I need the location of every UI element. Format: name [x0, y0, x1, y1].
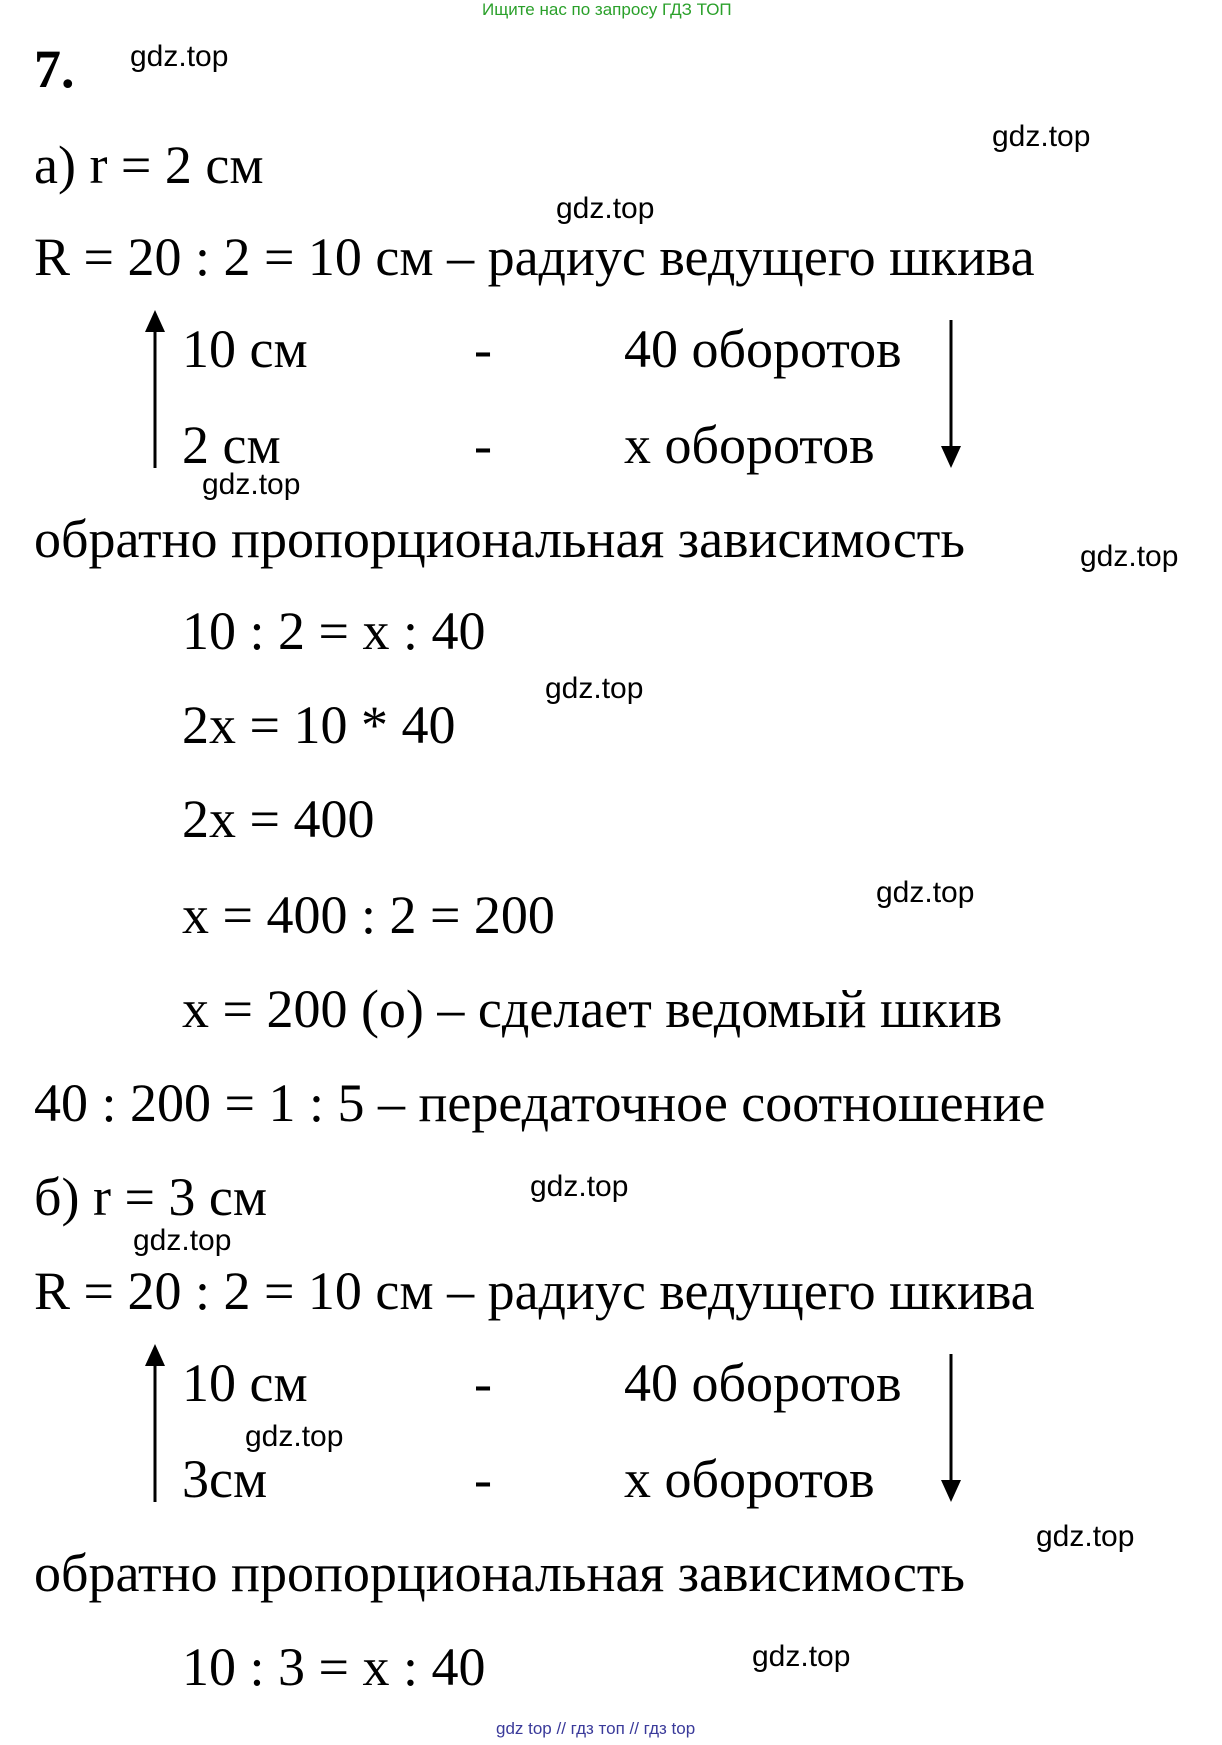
part-a-row1-left: 10 см	[182, 319, 308, 379]
task-number: 7.	[34, 39, 75, 99]
watermark: gdz.top	[245, 1420, 344, 1453]
part-a-eq2: 2х = 10 * 40	[182, 695, 456, 755]
part-a-eq5: х = 200 (о) – сделает ведомый шкив	[182, 979, 1003, 1039]
watermark: gdz.top	[530, 1170, 629, 1203]
footer-links[interactable]: gdz top // гдз топ // гдз top	[496, 1719, 696, 1738]
down-arrow-icon	[936, 318, 966, 468]
part-a-row1-right: 40 оборотов	[624, 319, 902, 379]
watermark: gdz.top	[992, 120, 1091, 153]
part-a-dependency: обратно пропорциональная зависимость	[34, 509, 966, 569]
watermark: gdz.top	[545, 672, 644, 705]
part-a-big-radius: R = 20 : 2 = 10 см – радиус ведущего шкива	[34, 227, 1035, 287]
watermark: gdz.top	[130, 40, 229, 73]
part-a-label: а) r = 2 см	[34, 135, 264, 195]
watermark: gdz.top	[133, 1224, 232, 1257]
part-b-row1-right: 40 оборотов	[624, 1353, 902, 1413]
part-a-eq4: х = 400 : 2 = 200	[182, 885, 555, 945]
watermark: gdz.top	[556, 192, 655, 225]
part-b-dependency: обратно пропорциональная зависимость	[34, 1543, 966, 1603]
part-a-row2-left: 2 см	[182, 415, 281, 475]
part-a-row1-dash: -	[474, 319, 492, 379]
part-b-label: б) r = 3 см	[34, 1167, 268, 1227]
part-b-row1-dash: -	[474, 1353, 492, 1413]
top-banner[interactable]: Ищите нас по запросу ГДЗ ТОП	[482, 0, 732, 19]
watermark: gdz.top	[876, 876, 975, 909]
part-b-row2-right: х оборотов	[624, 1449, 875, 1509]
part-a-eq1: 10 : 2 = х : 40	[182, 601, 486, 661]
part-a-row2-right: х оборотов	[624, 415, 875, 475]
watermark: gdz.top	[1036, 1520, 1135, 1553]
up-arrow-icon	[140, 310, 170, 470]
part-a-eq3: 2х = 400	[182, 789, 375, 849]
part-a-row2-dash: -	[474, 415, 492, 475]
part-b-big-radius: R = 20 : 2 = 10 см – радиус ведущего шкива	[34, 1261, 1035, 1321]
part-b-row2-dash: -	[474, 1449, 492, 1509]
watermark: gdz.top	[752, 1640, 851, 1673]
part-b-row2-left: 3см	[182, 1449, 268, 1509]
part-a-ratio: 40 : 200 = 1 : 5 – передаточное соотношение	[34, 1073, 1046, 1133]
part-b-row1-left: 10 см	[182, 1353, 308, 1413]
down-arrow-icon	[936, 1352, 966, 1502]
watermark: gdz.top	[202, 468, 301, 501]
up-arrow-icon	[140, 1344, 170, 1504]
watermark: gdz.top	[1080, 540, 1179, 573]
part-b-eq1: 10 : 3 = х : 40	[182, 1637, 486, 1697]
